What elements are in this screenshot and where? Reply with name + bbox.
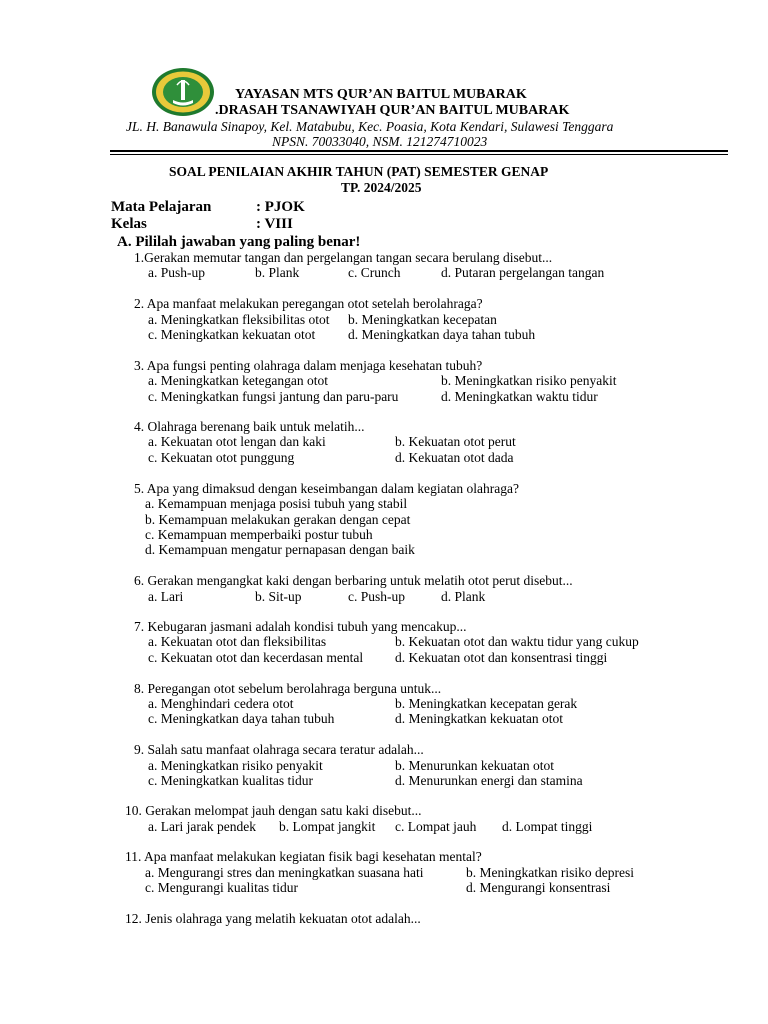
question-text: 4. Olahraga berenang baik untuk melatih... [134,419,365,434]
answer-option: a. Meningkatkan ketegangan otot [148,373,328,388]
question-text: 2. Apa manfaat melakukan peregangan otot setelah berolahraga? [134,296,483,311]
question-text: 8. Peregangan otot sebelum berolahraga berguna untuk... [134,681,442,696]
answer-option: b. Lompat jangkit [279,819,376,834]
answer-option: c. Kekuatan otot dan kecerdasan mental [148,650,364,665]
answer-option: a. Lari jarak pendek [148,819,256,834]
school-name: .DRASAH TSANAWIYAH QUR’AN BAITUL MUBARAK [215,103,570,118]
exam-year: TP. 2024/2025 [341,180,422,195]
answer-option: c. Meningkatkan fungsi jantung dan paru-paru [148,389,399,404]
subject-value: : PJOK [256,199,305,215]
answer-option: a. Meningkatkan fleksibilitas otot [148,312,330,327]
answer-option: c. Mengurangi kualitas tidur [145,880,298,895]
answer-option: b. Meningkatkan kecepatan gerak [395,696,578,711]
answer-option: a. Kekuatan otot lengan dan kaki [148,434,326,449]
exam-title: SOAL PENILAIAN AKHIR TAHUN (PAT) SEMESTER GENAP [169,164,549,179]
header-divider-thin [110,154,728,155]
answer-option: c. Kemampuan memperbaiki postur tubuh [145,527,373,542]
question-text: 3. Apa fungsi penting olahraga dalam menjaga kesehatan tubuh? [134,358,483,373]
answer-option: c. Meningkatkan kekuatan otot [148,327,316,342]
answer-option: c. Meningkatkan daya tahan tubuh [148,711,335,726]
class-value: : VIII [256,216,293,232]
question-text: 11. Apa manfaat melakukan kegiatan fisik bagi kesehatan mental? [125,849,482,864]
answer-option: c. Push-up [348,589,405,604]
question-text: 1.Gerakan memutar tangan dan pergelangan tangan secara berulang disebut... [134,250,553,265]
question-text: 12. Jenis olahraga yang melatih kekuatan otot adalah... [125,911,421,926]
answer-option: b. Sit-up [255,589,302,604]
answer-option: b. Meningkatkan kecepatan [348,312,497,327]
answer-option: b. Meningkatkan risiko penyakit [441,373,617,388]
answer-option: d. Meningkatkan daya tahan tubuh [348,327,536,342]
answer-option: d. Meningkatkan kekuatan otot [395,711,563,726]
answer-option: b. Plank [255,265,300,280]
class-label: Kelas [111,216,147,232]
answer-option: b. Menurunkan kekuatan otot [395,758,554,773]
school-logo [151,67,215,117]
question-text: 6. Gerakan mengangkat kaki dengan berbaring untuk melatih otot perut disebut... [134,573,573,588]
school-npsn: NPSN. 70033040, NSM. 121274710023 [272,134,488,149]
question-text: 9. Salah satu manfaat olahraga secara teratur adalah... [134,742,424,757]
answer-option: b. Kekuatan otot dan waktu tidur yang cukup [395,634,639,649]
question-text: 10. Gerakan melompat jauh dengan satu kaki disebut... [125,803,422,818]
answer-option: a. Push-up [148,265,205,280]
answer-option: b. Kemampuan melakukan gerakan dengan cepat [145,512,411,527]
question-text: 7. Kebugaran jasmani adalah kondisi tubuh yang mencakup... [134,619,467,634]
answer-option: a. Kemampuan menjaga posisi tubuh yang stabil [145,496,408,511]
foundation-name: YAYASAN MTS QUR’AN BAITUL MUBARAK [235,87,527,102]
answer-option: d. Plank [441,589,486,604]
school-address: JL. H. Banawula Sinapoy, Kel. Matabubu, Kec. Poasia, Kota Kendari, Sulawesi Tenggara [126,119,614,134]
answer-option: d. Kekuatan otot dada [395,450,514,465]
answer-option: d. Menurunkan energi dan stamina [395,773,583,788]
answer-option: d. Kekuatan otot dan konsentrasi tinggi [395,650,608,665]
header-divider-thick [110,150,728,152]
subject-label: Mata Pelajaran [111,199,212,215]
answer-option: a. Mengurangi stres dan meningkatkan suasana hati [145,865,424,880]
answer-option: a. Kekuatan otot dan fleksibilitas [148,634,327,649]
answer-option: c. Lompat jauh [395,819,477,834]
answer-option: a. Lari [148,589,184,604]
question-text: 5. Apa yang dimaksud dengan keseimbangan dalam kegiatan olahraga? [134,481,519,496]
answer-option: c. Meningkatkan kualitas tidur [148,773,313,788]
answer-option: c. Kekuatan otot punggung [148,450,295,465]
answer-option: d. Meningkatkan waktu tidur [441,389,598,404]
answer-option: c. Crunch [348,265,401,280]
answer-option: b. Meningkatkan risiko depresi [466,865,634,880]
answer-option: d. Putaran pergelangan tangan [441,265,605,280]
answer-option: a. Meningkatkan risiko penyakit [148,758,323,773]
answer-option: d. Kemampuan mengatur pernapasan dengan baik [145,542,415,557]
section-heading: A. Pililah jawaban yang paling benar! [117,234,361,250]
answer-option: a. Menghindari cedera otot [148,696,294,711]
answer-option: d. Mengurangi konsentrasi [466,880,611,895]
answer-option: b. Kekuatan otot perut [395,434,516,449]
answer-option: d. Lompat tinggi [502,819,593,834]
